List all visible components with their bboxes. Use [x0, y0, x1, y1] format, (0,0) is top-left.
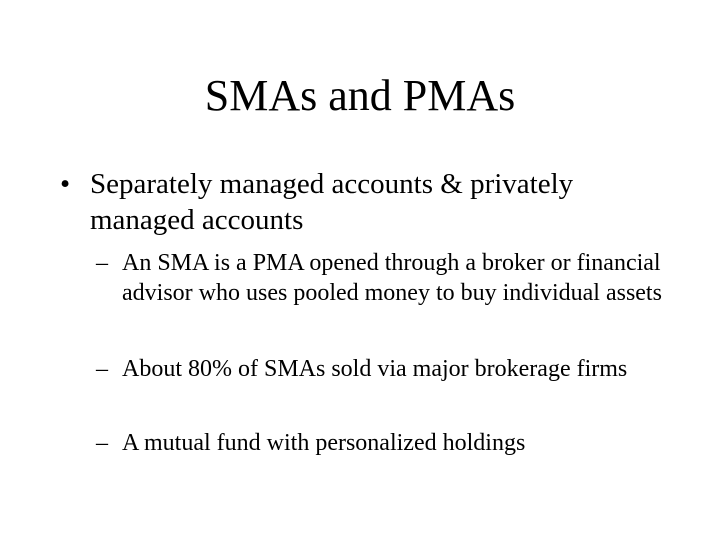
sub-bullet-sma-definition — [96, 248, 662, 308]
sub-bullet-text: An SMA is a PMA opened through a broker or financial advisor who uses pooled money to buy individual assets — [122, 250, 662, 306]
main-bullet — [60, 166, 670, 238]
sub-bullet-brokerage-share — [96, 354, 662, 384]
sub-bullet-marker: – — [96, 430, 108, 456]
bullet-marker: • — [60, 168, 71, 200]
main-bullet-text: Separately managed accounts & privately managed accounts — [90, 168, 574, 236]
sub-bullet-text: About 80% of SMAs sold via major brokerage firms — [122, 356, 628, 382]
sub-bullet-marker: – — [96, 356, 108, 382]
sub-bullet-mutual-fund — [96, 428, 662, 458]
sub-bullet-marker: – — [96, 250, 108, 276]
slide-title: SMAs and PMAs — [204, 71, 516, 120]
sub-bullet-text: A mutual fund with personalized holdings — [122, 430, 526, 456]
